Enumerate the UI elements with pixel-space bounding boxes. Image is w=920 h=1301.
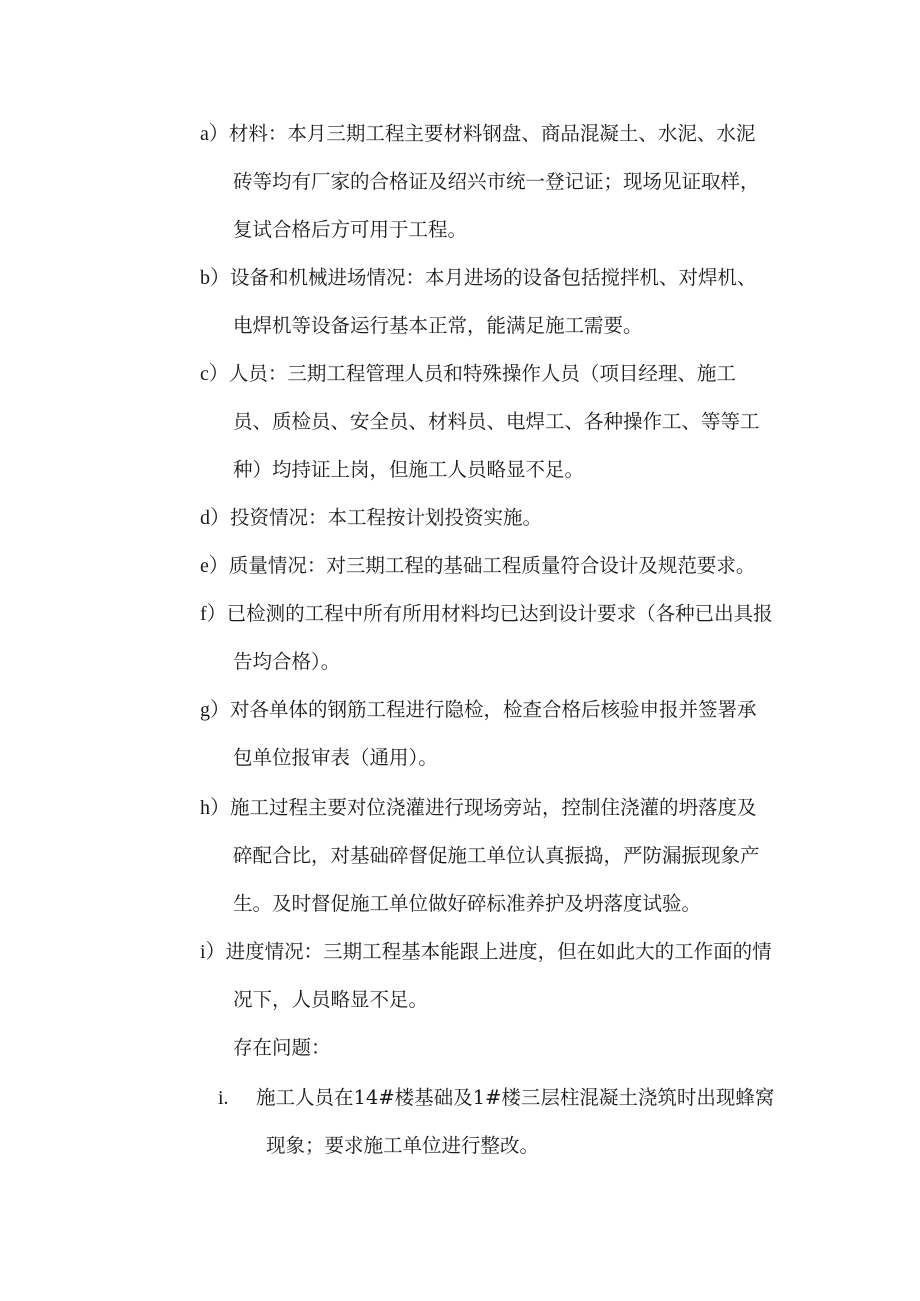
list-item-h bbox=[200, 794, 757, 822]
item-marker: f） bbox=[200, 603, 227, 625]
item-line: 已检测的工程中所有所用材料均已达到设计要求（各种已出具报 bbox=[226, 602, 773, 625]
problem-item bbox=[218, 1084, 774, 1112]
list-item-d bbox=[200, 504, 542, 532]
item-continuation-line: 碎配合比，对基础碎督促施工单位认真振捣，严防漏振现象产 bbox=[233, 844, 760, 867]
item-marker: d） bbox=[200, 507, 230, 529]
list-item-c bbox=[200, 360, 736, 388]
list-item-a bbox=[200, 120, 755, 148]
item-line: 人员：三期工程管理人员和特殊操作人员（项目经理、施工 bbox=[228, 362, 736, 385]
item-continuation-line: 包单位报审表（通用）。 bbox=[233, 746, 438, 769]
problem-marker: i. bbox=[218, 1087, 229, 1109]
item-line: 对各单体的钢筋工程进行隐检，检查合格后核验申报并签署承 bbox=[230, 698, 757, 721]
list-item-e bbox=[200, 552, 755, 580]
problem-continuation-line: 现象；要求施工单位进行整改。 bbox=[266, 1134, 540, 1157]
item-line: 材料：本月三期工程主要材料钢盘、商品混凝土、水泥、水泥 bbox=[228, 122, 756, 145]
item-continuation-line: 砖等均有厂家的合格证及绍兴市统一登记证；现场见证取样， bbox=[233, 170, 760, 193]
list-item-i bbox=[200, 938, 772, 966]
item-marker: c） bbox=[200, 363, 229, 385]
item-marker: a） bbox=[200, 123, 229, 145]
item-marker: g） bbox=[200, 699, 230, 721]
item-continuation-line: 电焊机等设备运行基本正常，能满足施工需要。 bbox=[233, 314, 643, 337]
item-line: 设备和机械进场情况：本月进场的设备包括搅拌机、对焊机、 bbox=[230, 266, 757, 289]
item-continuation-line: 告均合格）。 bbox=[233, 650, 341, 673]
item-continuation-line: 况下，人员略显不足。 bbox=[233, 988, 429, 1011]
problem-line: 施工人员在14#楼基础及1#楼三层柱混凝土浇筑时出现蜂窝 bbox=[256, 1086, 775, 1109]
item-line: 质量情况：对三期工程的基础工程质量符合设计及规范要求。 bbox=[228, 554, 756, 577]
item-marker: h） bbox=[200, 797, 230, 819]
list-item-f bbox=[200, 600, 773, 628]
item-line: 进度情况：三期工程基本能跟上进度，但在如此大的工作面的情 bbox=[225, 940, 772, 963]
item-marker: e） bbox=[200, 555, 229, 577]
item-marker: i） bbox=[200, 941, 226, 963]
item-continuation-line: 种）均持证上岗，但施工人员略显不足。 bbox=[233, 458, 585, 481]
item-marker: b） bbox=[200, 267, 230, 289]
item-line: 投资情况：本工程按计划投资实施。 bbox=[230, 506, 543, 529]
item-continuation-line: 复试合格后方可用于工程。 bbox=[233, 218, 468, 241]
list-item-g bbox=[200, 696, 757, 724]
problems-heading: 存在问题： bbox=[233, 1036, 331, 1059]
list-item-b bbox=[200, 264, 757, 292]
item-line: 施工过程主要对位浇灌进行现场旁站，控制住浇灌的坍落度及 bbox=[230, 796, 757, 819]
item-continuation-line: 员、质检员、安全员、材料员、电焊工、各种操作工、等等工 bbox=[233, 410, 760, 433]
item-continuation-line: 生。及时督促施工单位做好碎标准养护及坍落度试验。 bbox=[233, 892, 702, 915]
